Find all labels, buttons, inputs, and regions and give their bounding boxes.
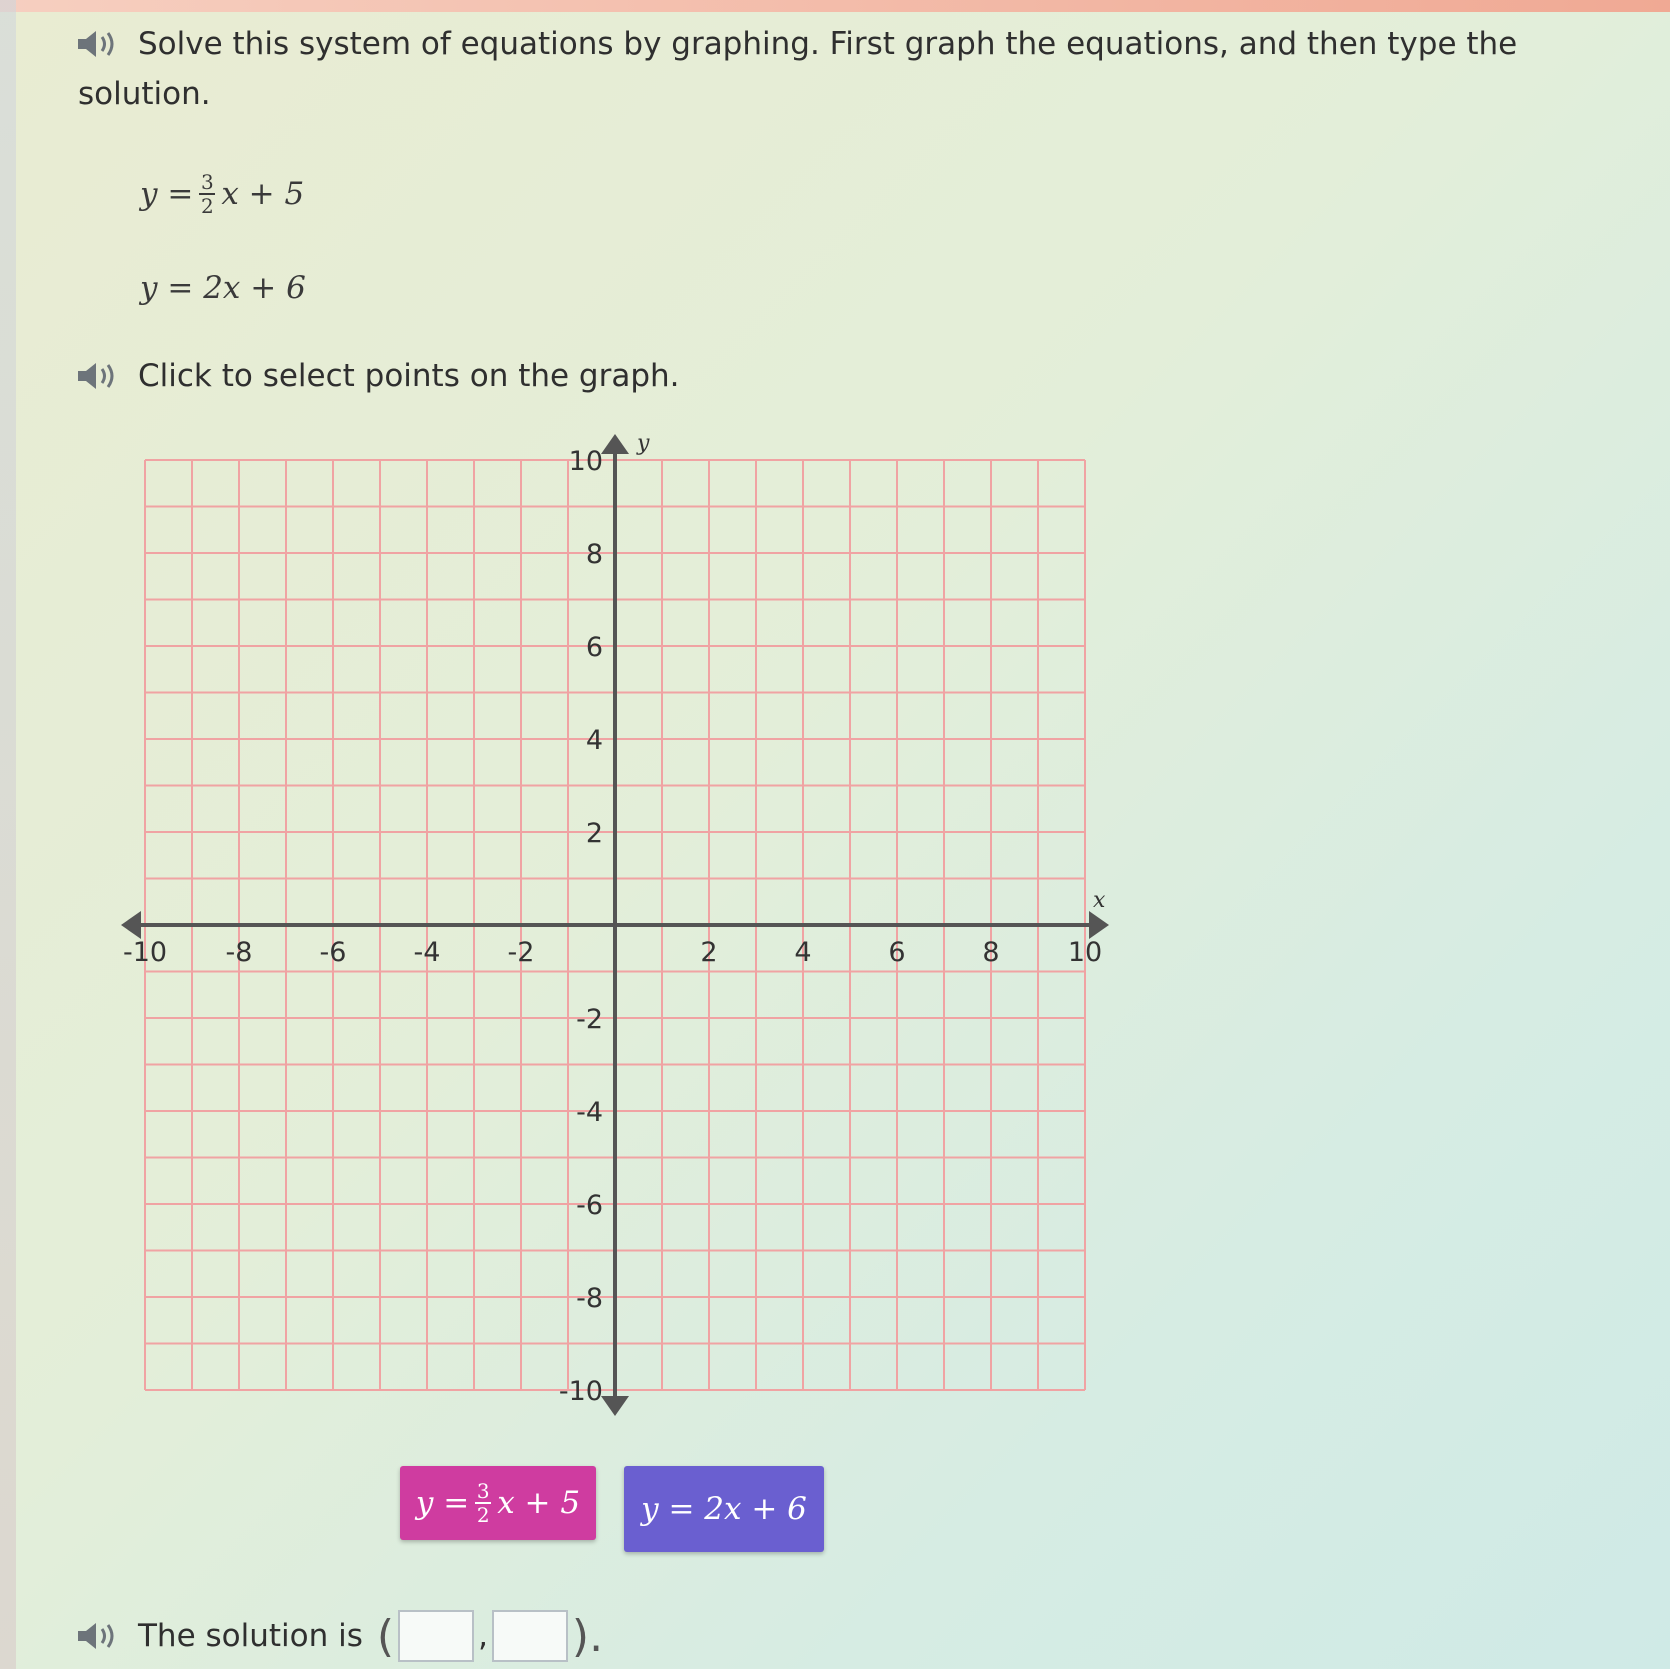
instruction-text-line2: solution. xyxy=(78,76,211,112)
y-tick-label: -10 xyxy=(558,1376,603,1407)
x-tick-label: 4 xyxy=(794,937,812,968)
equation-1-fraction xyxy=(199,172,215,216)
y-tick-label: -8 xyxy=(576,1283,603,1314)
instruction-text-line1: Solve this system of equations by graphing. First graph the equations, and then type the xyxy=(138,26,1518,62)
coordinate-graph[interactable] xyxy=(122,431,1130,1420)
speaker-icon[interactable] xyxy=(70,1619,128,1653)
x-tick-label: 2 xyxy=(700,937,718,968)
speaker-icon[interactable] xyxy=(70,27,128,61)
y-tick-label: 10 xyxy=(568,446,603,477)
open-paren: ( xyxy=(376,1610,395,1662)
legend-eq2-label: y = 2x + 6 xyxy=(641,1491,807,1527)
equation-1-rest: x + 5 xyxy=(221,176,305,212)
solution-row xyxy=(70,1610,603,1662)
x-axis-arrow-right xyxy=(1089,911,1109,939)
x-tick-label: 10 xyxy=(1067,937,1103,968)
left-edge xyxy=(0,0,16,1669)
y-tick-label: 4 xyxy=(585,725,603,756)
x-tick-label: -10 xyxy=(122,937,168,968)
equation-1-lhs: y = xyxy=(140,176,194,212)
y-tick-label: 6 xyxy=(585,632,603,663)
solution-y-input[interactable] xyxy=(492,1610,568,1662)
y-tick-label: -4 xyxy=(576,1097,603,1128)
equation-2-text: y = 2x + 6 xyxy=(140,270,306,306)
legend-eq1-lhs: y = xyxy=(415,1485,470,1521)
legend-eq1-denominator: 2 xyxy=(476,1503,490,1527)
equation-1 xyxy=(140,172,304,216)
x-tick-label: -2 xyxy=(507,937,535,968)
top-accent-bar xyxy=(0,0,1670,12)
click-instruction-row xyxy=(70,352,680,400)
y-axis-arrow-down xyxy=(601,1396,629,1416)
x-tick-label: 8 xyxy=(982,937,1000,968)
solution-label: The solution is xyxy=(138,1618,363,1654)
equation-1-denominator: 2 xyxy=(200,194,214,218)
y-tick-label: -6 xyxy=(576,1190,603,1221)
solution-x-input[interactable] xyxy=(398,1610,474,1662)
x-axis-label: x xyxy=(1093,888,1106,913)
equation-2-graph-button[interactable] xyxy=(624,1466,824,1552)
y-axis-label: y xyxy=(637,431,650,456)
speaker-icon[interactable] xyxy=(70,359,128,393)
instruction-row xyxy=(70,20,1517,68)
y-tick-label: 2 xyxy=(585,818,603,849)
solution-comma: , xyxy=(478,1618,488,1654)
click-instruction-text: Click to select points on the graph. xyxy=(138,358,680,394)
legend-eq1-fraction xyxy=(475,1481,491,1525)
x-tick-label: 6 xyxy=(888,937,906,968)
y-tick-label: 8 xyxy=(585,539,603,570)
equation-1-numerator: 3 xyxy=(200,170,214,194)
x-tick-label: -6 xyxy=(319,937,347,968)
equation-2 xyxy=(140,270,306,306)
y-tick-label: -2 xyxy=(576,1004,603,1035)
x-tick-label: -8 xyxy=(225,937,253,968)
legend-eq1-numerator: 3 xyxy=(476,1479,490,1503)
x-axis-arrow-left xyxy=(121,911,141,939)
equation-1-graph-button[interactable] xyxy=(400,1466,596,1540)
close-paren: ). xyxy=(571,1610,604,1662)
x-tick-label: -4 xyxy=(413,937,441,968)
y-axis-arrow-up xyxy=(601,434,629,454)
legend-eq1-rest: x + 5 xyxy=(497,1485,581,1521)
